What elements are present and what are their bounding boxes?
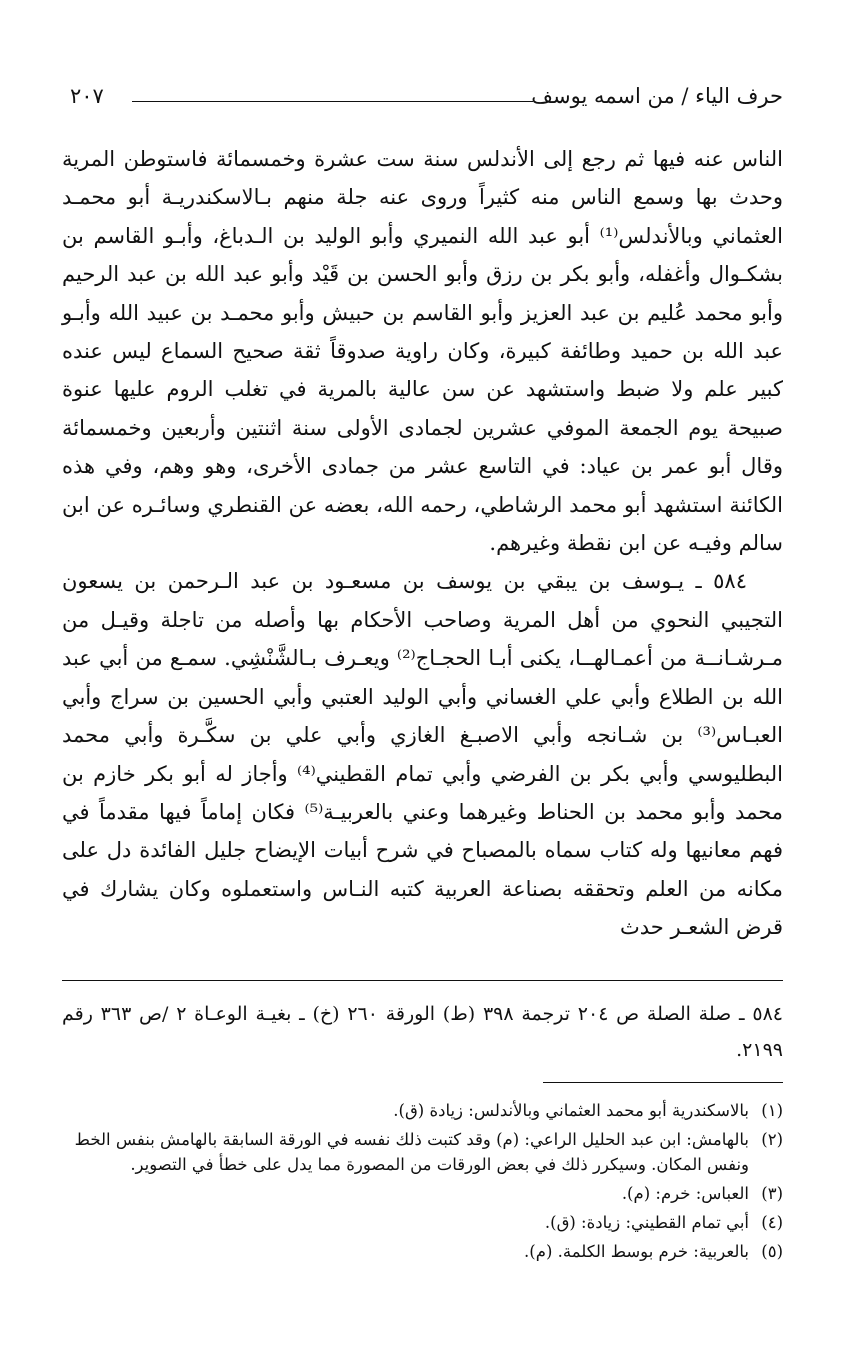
footnote-number: (٤) bbox=[761, 1213, 783, 1232]
footnote-text: بالاسكندرية أبو محمد العثماني وبالأندلس: زيادة (ق). bbox=[393, 1101, 749, 1120]
chapter-title: حرف الياء / من اسمه يوسف bbox=[531, 84, 783, 108]
header-rule bbox=[132, 101, 533, 102]
footnote bbox=[62, 1239, 783, 1264]
footnote-text: بالهامش: ابن عبد الحليل الراعي: (م) وقد كتبت ذلك نفسه في الورقة السابقة بالهامش بنفس الخط ونفس المكان. وسيكرر ذلك في بعض الورقات من المصورة مما يدل على خطأ في التصوير. bbox=[74, 1130, 749, 1174]
footnote-number: (٥) bbox=[761, 1242, 783, 1261]
continued-paragraph: الناس عنه فيها ثم رجع إلى الأندلس سنة ست عشرة وخمسمائة فاستوطن المرية وحدث بها وسمع الناس منه كثيراً وروى عنه جلة منهم بـالاسكندريـة أبو محمـد العثماني وبالأندلس⁽¹⁾ أبو عبد الله النميري وأبو الوليد بن الـدباغ، وأبـو القاسم بن بشكـوال وأغفله، وأبو بكر بن رزق وأبو الحسن بن قَيْد وأبو عبد الله بن عبد الرحيم وأبو محمد عُليم بن عبد العزيز وأبو القاسم بن حبيش وأبو محمـد بن عبيد الله وأبـو عبد الله بن حميد وطائفة كبيرة، وكان راوية صدوقاً ثقة صحيح السماع ليس عنده كبير علم ولا ضبط واستشهد عن سن عالية بالمرية في تغلب الروم عليها عنوة صبيحة يوم الجمعة الموفي عشرين لجمادى الأولى سنة اثنتين وأربعين وخمسمائة وقال أبو عمر بن عياد: في التاسع عشر من جمادى الأخرى، وهو وهم، وفي هذه الكائنة استشهد أبو محمد الرشاطي، رحمه الله، بعضه عن القنطري وسائـره عن ابن سالم وفيـه عن ابن نقطة وغيرهم. bbox=[62, 147, 783, 556]
footnote-text: أبي تمام القطيني: زيادة: (ق). bbox=[544, 1213, 749, 1232]
footnote-text: العباس: خرم: (م). bbox=[621, 1184, 749, 1203]
sources-citation: ٥٨٤ ـ صلة الصلة ص ٢٠٤ ترجمة ٣٩٨ (ط) الورقة ٢٦٠ (خ) ـ بغيـة الوعـاة ٢ /ص ٣٦٣ رقم ٢١٩٩. bbox=[62, 1003, 783, 1061]
main-text bbox=[62, 140, 783, 947]
footnote-number: (٢) bbox=[761, 1130, 783, 1149]
footnote bbox=[62, 1098, 783, 1123]
footnotes bbox=[62, 1098, 783, 1268]
footnote-text: بالعربية: خرم بوسط الكلمة. (م). bbox=[524, 1242, 749, 1261]
footnote bbox=[62, 1210, 783, 1235]
footnote-number: (٣) bbox=[761, 1184, 783, 1203]
running-header bbox=[70, 84, 783, 114]
entry-584-paragraph: ٥٨٤ ـ يـوسف بن يبقي بن يوسف بن مسعـود بن عبد الـرحمن بن يسعون التجيبي النحوي من أهل المرية وصاحب الأحكام بها وأصله من تاجلة وقيـل من مـرشـانــة من أعمـالهــا، يكنى أبـا الحجـاج⁽²⁾ ويعـرف بـالشَّنْشِي. سمـع من أبي عبد الله بن الطلاع وأبي علي الغساني وأبي الوليد العتبي وأبي الحسين بن سراج وأبي العبـاس⁽³⁾ بن شـانجه وأبي الاصبـغ الغازي وأبي علي بن سكَّـرة وأبي محمد البطليوسي وأبي بكر بن الفرضي وأبي تمام القطيني⁽⁴⁾ وأجاز له أبو بكر خازم بن محمد وأبو محمد بن الحناط وغيرهما وعني بالعربيـة⁽⁵⁾ فكان إماماً فيها مقدماً في فهم معانيها وله كتاب سماه بالمصباح في شرح أبيات الإيضاح جليل الفائدة دل على مكانه من العلم وتحققه بصناعة العربية كتبه النـاس واستعملوه وكان يشارك في قرض الشعـر حدث bbox=[62, 569, 784, 940]
footnote-number: (١) bbox=[761, 1101, 783, 1120]
footnotes-rule bbox=[543, 1082, 783, 1083]
footnote bbox=[62, 1181, 783, 1206]
sources-rule bbox=[62, 980, 783, 981]
page-number: ٢٠٧ bbox=[70, 84, 104, 108]
footnote bbox=[62, 1127, 783, 1177]
